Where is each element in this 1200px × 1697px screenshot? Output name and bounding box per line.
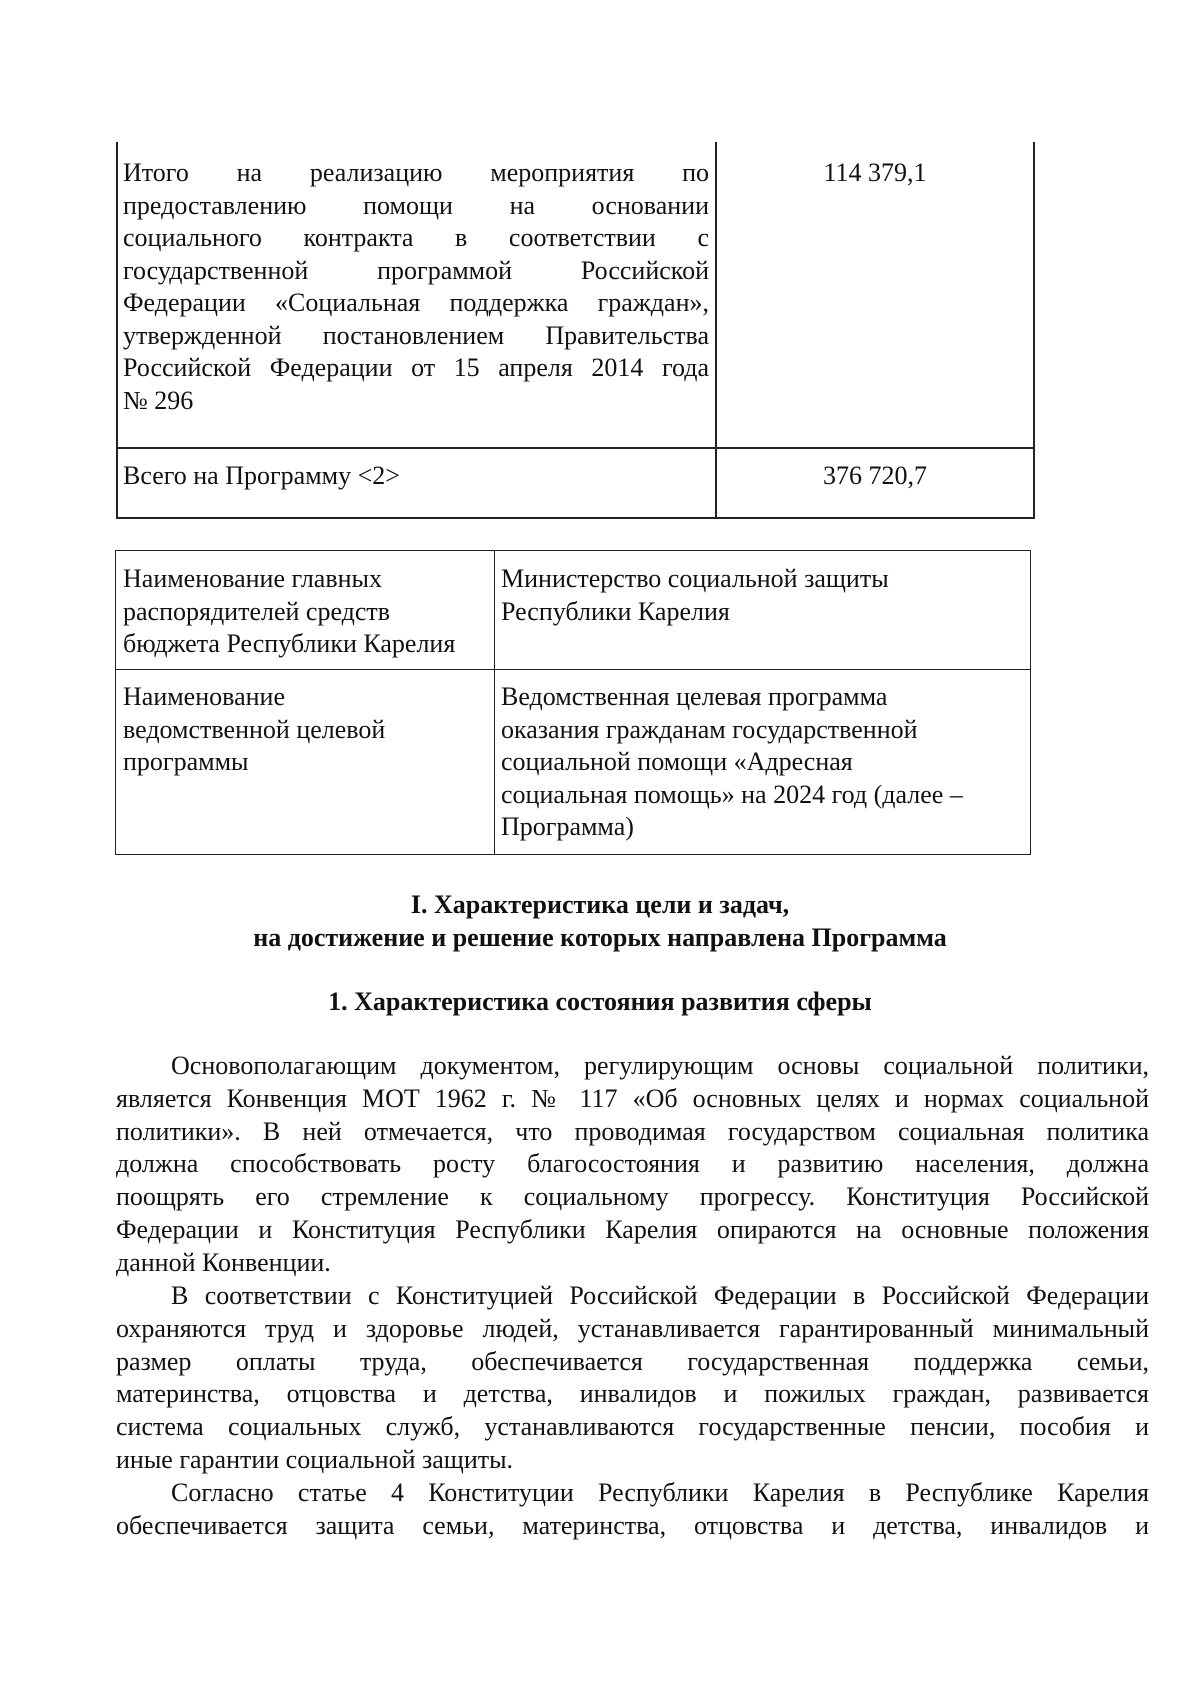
paragraph-line: размер оплаты труда, обеспечивается государственная поддержка семьи, xyxy=(116,1346,1149,1376)
table-cell-line: бюджета Республики Карелия xyxy=(123,629,456,658)
paragraph-line: Согласно статье 4 Конституции Республики Карелия в Республике Карелия xyxy=(171,1478,1149,1507)
paragraph-line: должна способствовать росту благосостояния и развитию населения, должна xyxy=(116,1149,1149,1179)
paragraph xyxy=(116,1477,1149,1543)
paragraph-line: является Конвенция МОТ 1962 г. № 117 «Об основных целях и нормах социальной xyxy=(116,1083,1149,1113)
funding-table xyxy=(116,142,1035,519)
section-heading-line: I. Характеристика цели и задач, xyxy=(410,890,790,919)
table-cell-line: Наименование главных xyxy=(123,564,382,593)
table-row-value: 114 379,1 xyxy=(823,158,927,187)
table-cell-line: социальной помощи «Адресная xyxy=(501,747,853,776)
paragraph-line: иные гарантии социальной защиты. xyxy=(116,1444,514,1474)
paragraph-line: обеспечивается защита семьи, материнства, отцовства и детства, инвалидов и xyxy=(116,1510,1149,1540)
table-row-value xyxy=(501,681,1021,844)
paragraph-line: Федерации и Конституция Республики Карелия опираются на основные положения xyxy=(116,1214,1149,1244)
table-cell-line: государственной программой Российской xyxy=(123,255,709,285)
table-cell-line: утвержденной постановлением Правительства xyxy=(123,320,709,350)
passport-table xyxy=(115,550,1031,855)
table-cell-line: программы xyxy=(123,747,249,776)
table-border xyxy=(116,447,1035,449)
table-row-label xyxy=(123,563,491,661)
table-row-value xyxy=(501,563,1021,628)
paragraph-line: материнства, отцовства и детства, инвалидов и пожилых граждан, развивается xyxy=(116,1379,1149,1409)
table-cell-line: Всего на Программу <2> xyxy=(123,461,400,490)
table-cell-line: Программа) xyxy=(501,812,634,841)
paragraph xyxy=(116,1280,1149,1477)
table-cell-line: распорядителей средств xyxy=(123,596,391,626)
paragraph-line: Основополагающим документом, регулирующим основы социальной политики, xyxy=(171,1051,1149,1080)
paragraph-line: поощрять его стремление к социальному прогрессу. Конституция Российской xyxy=(116,1182,1149,1212)
table-border xyxy=(116,517,1035,519)
table-cell-line: Федерации «Социальная поддержка граждан», xyxy=(123,288,709,317)
table-cell-line: Республики Карелия xyxy=(501,596,730,626)
paragraph-line: данной Конвенции. xyxy=(116,1247,331,1277)
table-cell-line: Ведомственная целевая программа xyxy=(501,682,888,711)
paragraph-line: система социальных служб, устанавливаются государственные пенсии, пособия и xyxy=(116,1412,1149,1442)
table-border xyxy=(116,669,1030,670)
table-cell-line: оказания гражданам государственной xyxy=(501,714,918,744)
paragraph-line: политики». В ней отмечается, что проводимая государством социальная политика xyxy=(116,1116,1149,1146)
subsection-heading: 1. Характеристика состояния развития сферы xyxy=(328,987,872,1016)
table-cell-line: социального контракта в соответствии с xyxy=(123,223,709,252)
table-cell-line: № 296 xyxy=(123,385,194,415)
table-row-label xyxy=(123,681,491,779)
table-cell-line: Министерство социальной защиты xyxy=(501,564,889,593)
table-cell-line: социальная помощь» на 2024 год (далее – xyxy=(501,779,963,809)
table-cell-line: предоставлению помощи на основании xyxy=(123,190,709,220)
paragraph-line: В соответствии с Конституцией Российской Федерации в Российской Федерации xyxy=(171,1281,1149,1310)
table-border xyxy=(116,142,118,519)
table-cell-line: ведомственной целевой xyxy=(123,714,386,744)
table-border xyxy=(494,551,495,854)
table-row-label xyxy=(123,460,709,493)
table-cell-line: Наименование xyxy=(123,682,285,711)
table-cell-line: Итого на реализацию мероприятия по xyxy=(123,158,709,187)
table-row-label xyxy=(123,157,709,417)
paragraph-line: охраняются труд и здоровье людей, устанавливается гарантированный минимальный xyxy=(116,1313,1149,1343)
table-row-value: 376 720,7 xyxy=(823,461,927,490)
paragraph xyxy=(116,1050,1149,1280)
table-border xyxy=(1033,142,1035,519)
section-heading-line: на достижение и решение которых направлена Программа xyxy=(253,923,947,952)
table-cell-line: Российской Федерации от 15 апреля 2014 года xyxy=(123,353,709,382)
